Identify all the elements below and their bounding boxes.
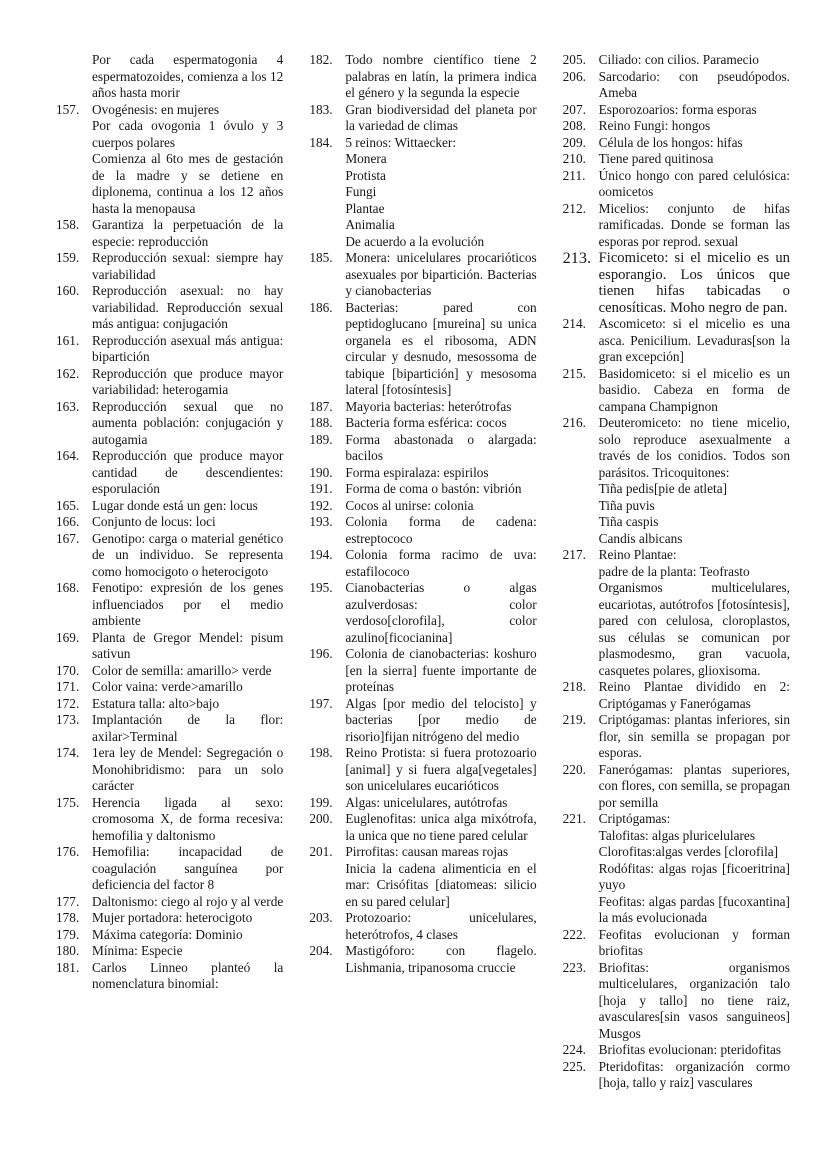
item-line: Conjunto de locus: loci — [92, 514, 216, 529]
item-line: Reproducción sexual que no aumenta población: conjugación y autogamia — [92, 398, 284, 447]
item-number: 193. — [309, 514, 333, 529]
item-number: 164. — [56, 448, 80, 463]
list-item — [309, 465, 536, 482]
list-item — [56, 960, 283, 993]
item-text — [345, 943, 536, 976]
list-item — [563, 118, 790, 135]
item-text — [599, 712, 790, 762]
item-number: 211. — [562, 167, 586, 183]
item-line: Talofitas: algas pluricelulares — [598, 827, 756, 843]
list-item — [563, 151, 790, 168]
list-item — [563, 135, 790, 152]
item-line: Feofitas: algas pardas [fucoxantina] la más evolucionada — [598, 893, 790, 925]
item-number: 178. — [56, 910, 80, 925]
item-line: Pteridofitas: organización cormo [hoja, tallo y raiz] vasculares — [598, 1058, 790, 1090]
item-number: 200. — [309, 811, 333, 826]
item-line: Reino Fungi: hongos — [598, 118, 711, 133]
list-item — [56, 52, 283, 102]
list-item — [563, 201, 790, 251]
list-item — [56, 580, 283, 630]
item-number: 179. — [56, 926, 80, 942]
item-number — [56, 52, 92, 102]
item-text — [92, 366, 283, 399]
list-item — [56, 283, 283, 333]
item-line: Único hongo con pared celulósica: oomicetos — [598, 167, 790, 199]
item-text — [599, 366, 790, 416]
item-number: 216. — [562, 415, 586, 430]
item-text — [599, 679, 790, 712]
item-number: 199. — [309, 794, 333, 810]
item-line: De acuerdo a la evolución — [345, 233, 485, 249]
list-item — [56, 745, 283, 795]
list-item — [56, 630, 283, 663]
item-text — [92, 894, 283, 911]
item-line: Reproducción sexual: siempre hay variabilidad — [92, 250, 284, 282]
list-item — [309, 250, 536, 300]
item-number: 160. — [56, 283, 80, 298]
item-line: Reproducción que produce mayor cantidad de descendientes: esporulación — [92, 448, 284, 496]
item-text — [92, 399, 283, 449]
item-number: 220. — [562, 761, 586, 777]
list-item — [563, 679, 790, 712]
item-line: Reino Plantae dividido en 2: Criptógamas y Fanerógamas — [598, 679, 790, 711]
item-text — [92, 960, 283, 993]
item-text — [345, 102, 536, 135]
item-text — [92, 580, 283, 630]
item-text — [92, 844, 283, 894]
list-item — [309, 432, 536, 465]
item-line: Feofitas evolucionan y forman briofitas — [598, 926, 790, 958]
item-line: Por cada espermatogonia 4 espermatozoides, comienza a los 12 años hasta morir — [92, 52, 284, 100]
list-item — [309, 415, 536, 432]
column-1 — [56, 52, 283, 993]
list-item — [56, 663, 283, 680]
item-text — [345, 811, 536, 844]
list-item — [563, 168, 790, 201]
item-line: Cianobacterias o algas azulverdosas: color verdoso[clorofila], color azulino[ficocianina] — [345, 580, 537, 645]
item-number: 180. — [56, 943, 80, 958]
list-item — [563, 366, 790, 416]
item-number: 223. — [562, 959, 586, 975]
item-line: Monera: unicelulares procarióticos asexuales por bipartición. Bacterias y cianobacterias — [345, 250, 537, 298]
item-text — [92, 250, 283, 283]
item-text — [345, 844, 536, 910]
list-item — [56, 894, 283, 911]
list-item — [56, 366, 283, 399]
list-item — [56, 696, 283, 713]
item-text — [599, 69, 790, 102]
list-item — [56, 712, 283, 745]
item-line: Sarcodario: con pseudópodos. Ameba — [598, 68, 790, 100]
item-line: Mujer portadora: heterocigoto — [92, 910, 253, 925]
item-number: 207. — [562, 101, 586, 117]
item-line: Garantiza la perpetuación de la especie: reproducción — [92, 217, 284, 249]
list-item — [309, 514, 536, 547]
item-line: Genotipo: carga o material genético de un individuo. Se representa como homocigoto o heterocigoto — [92, 530, 284, 579]
item-text — [345, 696, 536, 746]
item-text — [92, 679, 283, 696]
list-item — [309, 580, 536, 646]
item-text — [345, 547, 536, 580]
item-line: Mayoria bacterias: heterótrofas — [345, 398, 512, 414]
item-text — [345, 580, 536, 646]
item-text — [599, 135, 790, 152]
item-number: 158. — [56, 217, 80, 232]
item-line: Carlos Linneo planteó la nomenclatura binomial: — [92, 959, 284, 991]
item-text — [345, 250, 536, 300]
item-number: 182. — [309, 52, 333, 67]
item-line: Fenotipo: expresión de los genes influenciados por el medio ambiente — [92, 580, 284, 628]
item-line: Ascomiceto: si el micelio es una asca. Penicilium. Levaduras[son la gran excepción] — [598, 316, 790, 364]
list-item — [309, 910, 536, 943]
list-item — [309, 696, 536, 746]
item-line: 5 reinos: Wittaecker: — [345, 134, 457, 150]
item-text — [345, 415, 536, 432]
item-text — [345, 52, 536, 102]
item-line: Reproducción asexual más antigua: bipartición — [92, 332, 284, 364]
item-line: Mastigóforo: con flagelo. Lishmania, tripanosoma cruccie — [345, 943, 537, 975]
list-item — [309, 399, 536, 416]
item-text — [92, 531, 283, 581]
item-text — [92, 696, 283, 713]
item-number: 166. — [56, 514, 80, 529]
item-text — [599, 316, 790, 366]
list-item — [56, 514, 283, 531]
list-item — [563, 316, 790, 366]
item-number: 210. — [562, 151, 586, 166]
item-line: Herencia ligada al sexo: cromosoma X, de forma recesiva: hemofilia y daltonismo — [92, 794, 284, 843]
columns-container — [56, 52, 790, 1092]
item-line: Mínima: Especie — [92, 943, 183, 958]
item-line: Estatura talla: alto>bajo — [92, 695, 220, 711]
item-text — [345, 795, 536, 812]
item-line: Inicia la cadena alimenticia en el mar: Crisófitas [diatomeas: silicio en su pared celular] — [345, 860, 537, 909]
item-line: Color vaina: verde>amarillo — [92, 679, 243, 694]
item-number: 184. — [309, 134, 333, 150]
item-line: Criptógamas: — [598, 811, 671, 826]
item-number: 201. — [309, 844, 333, 859]
item-text — [599, 151, 790, 168]
item-number: 176. — [56, 844, 80, 859]
item-line: Comienza al 6to mes de gestación de la madre y se detiene en diplonema, continua a los 12 años hasta la menopausa — [92, 151, 284, 216]
item-line: Ciliado: con cilios. Paramecio — [598, 52, 759, 67]
item-number: 222. — [562, 926, 586, 942]
item-line: Monera — [345, 151, 387, 166]
item-line: Rodófitas: algas rojas [ficoeritrina] yuyo — [598, 860, 790, 892]
item-line: Euglenofitas: unica alga mixótrofa, la unica que no tiene pared celular — [345, 811, 537, 843]
item-line: Todo nombre científico tiene 2 palabras en latín, la primera indica el género y la segunda la especie — [345, 52, 537, 100]
list-item — [56, 448, 283, 498]
item-line: Ovogénesis: en mujeres — [92, 101, 220, 117]
item-number: 197. — [309, 695, 333, 711]
item-line: padre de la planta: Teofrasto — [598, 563, 750, 579]
item-number: 219. — [562, 712, 586, 727]
item-text — [345, 745, 536, 795]
list-item — [563, 69, 790, 102]
item-text — [92, 333, 283, 366]
item-number: 168. — [56, 580, 80, 595]
item-text — [92, 663, 283, 680]
item-number: 204. — [309, 943, 333, 958]
item-line: Tiña caspis — [598, 514, 659, 529]
item-text — [92, 448, 283, 498]
list-item — [309, 481, 536, 498]
item-number: 174. — [56, 745, 80, 760]
item-number: 171. — [56, 679, 80, 694]
list-item — [56, 679, 283, 696]
item-text — [92, 283, 283, 333]
item-number: 159. — [56, 250, 80, 265]
item-number: 225. — [562, 1058, 586, 1074]
item-text — [599, 102, 790, 119]
item-text — [599, 927, 790, 960]
item-text — [345, 300, 536, 399]
list-item — [563, 927, 790, 960]
item-line: Protista — [345, 167, 386, 183]
item-text — [92, 943, 283, 960]
list-item — [563, 547, 790, 679]
list-item — [56, 795, 283, 845]
item-line: Implantación de la flor: axilar>Terminal — [92, 712, 284, 744]
item-line: Pirrofitas: causan mareas rojas — [345, 844, 509, 859]
item-line: Tiene pared quitinosa — [598, 151, 714, 166]
item-line: Basidomiceto: si el micelio es un basidio. Cabeza en forma de campana Champignon — [598, 365, 790, 414]
item-number: 188. — [309, 415, 333, 430]
item-line: Reproducción que produce mayor variabilidad: heterogamia — [92, 365, 284, 397]
item-text — [345, 432, 536, 465]
item-line: Daltonismo: ciego al rojo y al verde — [92, 893, 284, 909]
item-line: Esporozoarios: forma esporas — [598, 101, 757, 117]
column-3 — [563, 52, 790, 1092]
list-item — [309, 300, 536, 399]
item-number: 157. — [56, 101, 80, 117]
item-number: 170. — [56, 662, 80, 678]
item-line: Colonia de cianobacterias: koshuro [en la sierra] fuente importante de proteínas — [345, 646, 537, 694]
item-text — [92, 498, 283, 515]
item-text — [599, 1042, 790, 1059]
item-text — [345, 910, 536, 943]
item-number: 217. — [562, 547, 586, 562]
item-number: 205. — [562, 52, 586, 67]
item-text — [92, 745, 283, 795]
list-item — [56, 927, 283, 944]
list-item — [309, 547, 536, 580]
item-line: Fanerógamas: plantas superiores, con flores, con semilla, se propagan por semilla — [598, 761, 790, 810]
item-text — [92, 217, 283, 250]
item-line: Color de semilla: amarillo> verde — [92, 662, 272, 678]
list-item — [563, 712, 790, 762]
list-item — [56, 910, 283, 927]
item-number: 194. — [309, 547, 333, 562]
item-text — [599, 762, 790, 812]
item-text — [599, 1059, 790, 1092]
item-text — [599, 811, 790, 927]
list-item — [563, 102, 790, 119]
item-text — [599, 168, 790, 201]
item-text — [345, 465, 536, 482]
item-line: Organismos multicelulares, eucariotas, autótrofos [fotosíntesis], pared con celulosa, cloroplastos, sus células se comunican por plasmodesmo, gran vacuola, casquetes polares, glioxisoma. — [598, 580, 790, 678]
item-number: 218. — [562, 679, 586, 694]
item-text — [92, 102, 283, 218]
list-item — [56, 399, 283, 449]
item-text — [345, 135, 536, 251]
list-item — [563, 1059, 790, 1092]
item-number: 181. — [56, 959, 80, 975]
item-number: 190. — [309, 464, 333, 480]
item-line: Reino Protista: si fuera protozoario [animal] y si fuera alga[vegetales] son unicelulares eucarióticos — [345, 745, 537, 793]
item-text — [345, 399, 536, 416]
list-item — [309, 844, 536, 910]
item-line: Hemofilia: incapacidad de coagulación sanguínea por deficiencia del factor 8 — [92, 844, 284, 892]
list-item — [563, 1042, 790, 1059]
item-line: Tiña puvis — [598, 497, 655, 513]
list-item — [56, 943, 283, 960]
item-number: 208. — [562, 118, 586, 133]
item-line: Forma espiralaza: espirilos — [345, 464, 489, 480]
item-text — [599, 960, 790, 1043]
list-item — [309, 646, 536, 696]
item-line: Candis albicans — [598, 530, 683, 546]
list-item — [309, 943, 536, 976]
list-item — [563, 960, 790, 1043]
item-number: 221. — [562, 811, 586, 826]
item-number: 214. — [562, 316, 586, 331]
item-text — [92, 910, 283, 927]
item-line: Forma abastonada o alargada: bacilos — [345, 431, 537, 463]
item-number: 209. — [562, 134, 586, 150]
item-line: Bacterias: pared con peptidoglucano [mureina] su unica organela es el ribosoma, ADN circular y desnudo, mesossoma de tabique [bipartición] y mesosoma lateral [fotosíntesis] — [345, 299, 537, 397]
item-line: Fungi — [345, 184, 377, 199]
item-number: 198. — [309, 745, 333, 760]
item-text — [599, 415, 790, 547]
item-number: 173. — [56, 712, 80, 727]
item-number: 213. — [562, 249, 591, 267]
item-number: 175. — [56, 794, 80, 810]
item-line: Plantae — [345, 200, 385, 216]
item-text — [92, 514, 283, 531]
item-number: 177. — [56, 893, 80, 909]
item-text — [345, 646, 536, 696]
list-item — [563, 52, 790, 69]
item-line: Algas [por medio del telocisto] y bacterias [por medio de risorio]fijan nitrógeno del medio — [345, 695, 537, 744]
item-number: 212. — [562, 200, 586, 216]
list-item — [563, 811, 790, 927]
item-text — [92, 630, 283, 663]
item-number: 167. — [56, 530, 80, 546]
item-number: 185. — [309, 250, 333, 265]
item-text — [599, 201, 790, 251]
item-number: 165. — [56, 497, 80, 513]
item-line: Criptógamas: plantas inferiores, sin flor, sin semilla se propagan por esporas. — [598, 712, 790, 760]
item-text — [92, 52, 283, 102]
item-number: 203. — [309, 910, 333, 925]
item-number: 224. — [562, 1042, 586, 1057]
item-number: 191. — [309, 481, 333, 496]
list-item — [309, 135, 536, 251]
item-line: Tiña pedis[pie de atleta] — [598, 481, 728, 496]
list-item — [309, 811, 536, 844]
item-number: 161. — [56, 332, 80, 348]
list-item — [56, 498, 283, 515]
item-number: 186. — [309, 299, 333, 315]
list-item — [56, 333, 283, 366]
item-text — [345, 514, 536, 547]
list-item — [56, 250, 283, 283]
item-number: 206. — [562, 68, 586, 84]
item-number: 169. — [56, 629, 80, 645]
item-line: Deuteromiceto: no tiene micelio, solo reproduce asexualmente a través de los conidios. Todos son parásitos. Tricoquitones: — [598, 415, 790, 480]
item-text — [599, 250, 790, 316]
item-number: 163. — [56, 398, 80, 414]
item-line: Forma de coma o bastón: vibrión — [345, 481, 522, 496]
item-line: Planta de Gregor Mendel: pisum sativun — [92, 629, 284, 661]
item-line: Máxima categoría: Dominio — [92, 926, 243, 942]
item-line: Clorofitas:algas verdes [clorofila] — [598, 844, 779, 859]
item-line: Reproducción asexual: no hay variabilidad. Reproducción sexual más antigua: conjugación — [92, 283, 284, 331]
item-line: 1era ley de Mendel: Segregación o Monohibridismo: para un solo carácter — [92, 745, 284, 793]
item-number: 192. — [309, 497, 333, 513]
item-number: 183. — [309, 101, 333, 117]
item-line: Bacteria forma esférica: cocos — [345, 415, 507, 430]
item-number: 189. — [309, 431, 333, 447]
list-item — [563, 762, 790, 812]
item-text — [345, 481, 536, 498]
list-item — [56, 217, 283, 250]
item-line: Animalia — [345, 217, 395, 232]
item-line: Cocos al unirse: colonia — [345, 497, 474, 513]
item-line: Lugar donde está un gen: locus — [92, 497, 258, 513]
list-item — [56, 531, 283, 581]
list-item — [309, 52, 536, 102]
list-item — [56, 844, 283, 894]
item-line: Por cada ovogonia 1 óvulo y 3 cuerpos polares — [92, 118, 284, 150]
item-text — [92, 795, 283, 845]
item-text — [92, 712, 283, 745]
list-item — [309, 795, 536, 812]
item-number: 187. — [309, 398, 333, 414]
list-item — [56, 102, 283, 218]
list-item — [309, 745, 536, 795]
item-line: Briofitas evolucionan: pteridofitas — [598, 1042, 782, 1057]
item-line: Colonia forma racimo de uva: estafilococo — [345, 547, 537, 579]
column-2 — [309, 52, 536, 976]
item-line: Colonia forma de cadena: estreptococo — [345, 514, 537, 546]
item-line: Gran biodiversidad del planeta por la variedad de climas — [345, 101, 537, 133]
item-text — [92, 927, 283, 944]
item-line: Protozoario: unicelulares, heterótrofos, 4 clases — [345, 910, 537, 942]
item-line: Reino Plantae: — [598, 547, 677, 562]
item-number: 196. — [309, 646, 333, 661]
list-item — [563, 250, 790, 316]
list-item — [309, 498, 536, 515]
item-line: Algas: unicelulares, autótrofas — [345, 794, 508, 810]
list-item — [563, 415, 790, 547]
item-line: Célula de los hongos: hifas — [598, 134, 743, 150]
item-line: Ficomiceto: si el micelio es un esporangio. Los únicos que tienen hifas tabicadas o cenosíticas. Moho negro de pan. — [598, 250, 790, 316]
item-text — [599, 52, 790, 69]
item-text — [345, 498, 536, 515]
item-number: 172. — [56, 695, 80, 711]
item-line: Briofitas: organismos multicelulares, organización talo [hoja y tallo] no tiene raiz, avasculares[sin vasos sanguineos] Musgos — [598, 959, 790, 1041]
item-number: 195. — [309, 580, 333, 595]
item-text — [599, 547, 790, 679]
list-item — [309, 102, 536, 135]
item-number: 162. — [56, 365, 80, 381]
item-text — [599, 118, 790, 135]
item-number: 215. — [562, 365, 586, 381]
item-line: Micelios: conjunto de hifas ramificadas. Donde se forman las esporas por reprod. sexual — [598, 200, 790, 249]
